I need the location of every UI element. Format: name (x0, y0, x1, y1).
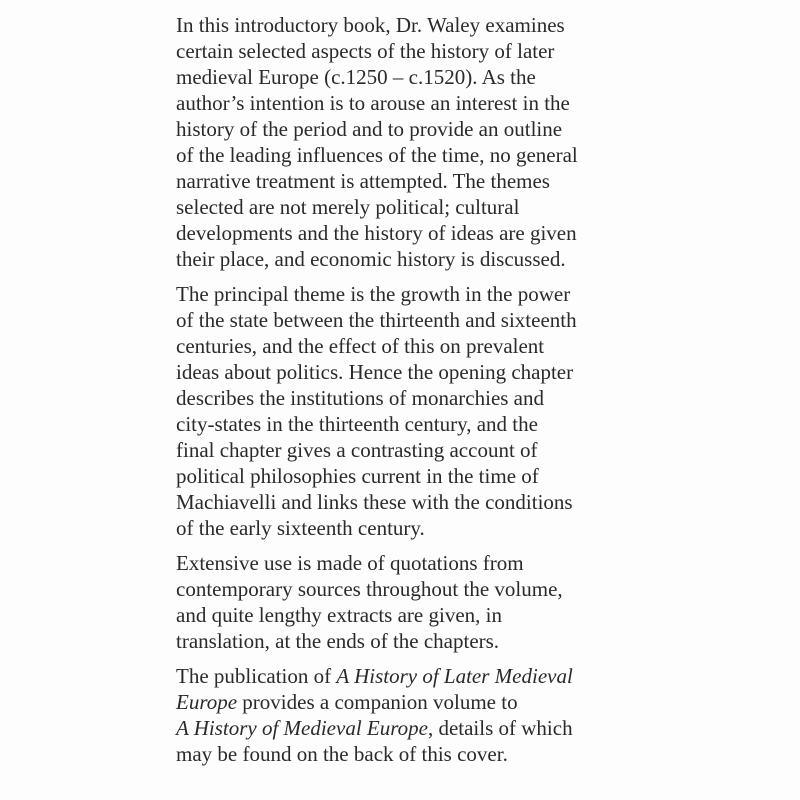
book-title-italic: A History of Medieval Europe (176, 716, 428, 740)
text-line (176, 663, 776, 689)
text-line: Machiavelli and links these with the conditions (176, 490, 573, 514)
text-line: describes the institutions of monarchies and (176, 386, 545, 410)
text-line: political philosophies current in the time of (176, 464, 539, 488)
paragraph-theme (176, 281, 776, 541)
text-line: certain selected aspects of the history of later (176, 39, 555, 63)
text-line: final chapter gives a contrasting account of (176, 438, 538, 462)
text-line (176, 689, 776, 715)
text-line: medieval Europe (c.1250 – c.1520). As the (176, 65, 536, 89)
text-line: city-states in the thirteenth century, and the (176, 412, 538, 436)
text-line: of the state between the thirteenth and sixteenth (176, 308, 577, 332)
text-line: and quite lengthy extracts are given, in (176, 603, 502, 627)
paragraph-intro (176, 12, 776, 272)
book-title-italic: A History of Later Medieval (336, 664, 573, 688)
text-line: centuries, and the effect of this on prevalent (176, 334, 545, 358)
text-line: The principal theme is the growth in the power (176, 282, 571, 306)
text-line: of the early sixteenth century. (176, 516, 425, 540)
text-line: In this introductory book, Dr. Waley examines (176, 13, 565, 37)
text-run: , details of which (427, 716, 573, 740)
text-line: selected are not merely political; cultural (176, 195, 520, 219)
paragraph-quotations (176, 550, 776, 654)
text-line: developments and the history of ideas are given (176, 221, 577, 245)
text-line: contemporary sources throughout the volume, (176, 577, 563, 601)
text-line: may be found on the back of this cover. (176, 742, 508, 766)
text-line: their place, and economic history is discussed. (176, 247, 566, 271)
text-line: narrative treatment is attempted. The themes (176, 169, 550, 193)
text-line: ideas about politics. Hence the opening chapter (176, 360, 574, 384)
blurb-text (176, 12, 776, 776)
text-line: author’s intention is to arouse an interest in the (176, 91, 570, 115)
text-line: translation, at the ends of the chapters. (176, 629, 500, 653)
text-line: Extensive use is made of quotations from (176, 551, 524, 575)
paragraph-publication (176, 663, 776, 767)
text-line: history of the period and to provide an outline (176, 117, 563, 141)
text-line (176, 715, 776, 741)
text-run: The publication of (176, 664, 337, 688)
text-run: provides a companion volume to (237, 690, 518, 714)
book-title-italic: Europe (176, 690, 238, 714)
text-line: of the leading influences of the time, no general (176, 143, 578, 167)
